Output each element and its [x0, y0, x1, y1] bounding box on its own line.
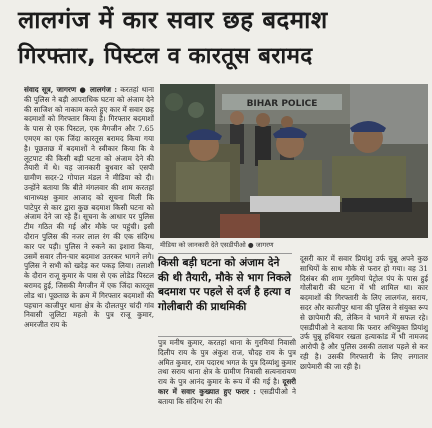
dateline: संवाद सूत्र, जागरण ● लालगंज : [24, 85, 118, 94]
photo-caption: मीडिया को जानकारी देते एसडीपीओ ● जागरण [160, 241, 274, 249]
article-column-1 [24, 85, 154, 428]
headline [18, 2, 418, 74]
news-photo [160, 84, 428, 238]
column-1-text: करतहां थाना की पुलिस ने बड़ी आपराधिक घटना को अंजाम देने की साजिश को नाकाम करते हुए कार में सवार छह बदमाशों को गिरफ्तार किया है। गिरफ्तार बदमाशों के पास से एक पिस्टल, एक मैगजीन और 7.65 एमएम का एक जिंदा कारतूस बरामद किया गया है। पूछताछ में बदमाशों ने स्वीकार किया कि वे लूटपाट की किसी बड़ी घटना को अंजाम देने की तैयारी में थे। यह जानकारी बुधवार को एसपी ग्रामीण सदर-2 गोपाल मंडल ने मीडिया को दी। उन्होंने बताया कि बीते मंगलवार की शाम करतहां थानाध्यक्ष कुमार आजाद को सूचना मिली कि पाटेपुर से कार द्वारा कुछ बदमाश किसी घटना को अंजाम देने जा रहे हैं। सूचना के आधार पर पुलिस टीम गठित की गई और मौके पर पहुंची। इसी दौरान पुलिस की नजर लाल रंग की एक संदिग्ध कार पर पड़ी। पुलिस ने रुकने का इशारा किया, उसमें सवार तीन-चार बदमाश उतरकर भागने लगे। पुलिस ने सभी को खदेड़ कर पकड़ लिया। तलाशी के दौरान राजू कुमार के पास से एक लोडेड पिस्टल बरामद हुई, जिसकी मैगजीन में एक जिंदा कारतूस लोड था। पूछताछ के क्रम में गिरफ्तार बदमाशों की पहचान काजीपुर थाना क्षेत्र के दौलतपुर चांदी गांव निवासी जुलिटा महतो के पुत्र राजू कुमार, अमरजीत राय के [24, 85, 154, 330]
column-2-subhead: दूसरी कार में सवार कुख्यात हुए फरार : [158, 377, 296, 396]
banner-text: BIHAR POLICE [246, 99, 318, 109]
press-conference-image [160, 84, 428, 238]
headline-line-2: गिरफ्तार, पिस्टल व कारतूस बरामद [18, 43, 313, 69]
column-3-text: दूसरी कार में सवार प्रियांशु उर्फ चुन्नू अपने कुछ साथियों के साथ मौके से फरार हो गया। वह 31 दिसंबर की शाम गुरमियां पेट्रोल पंप के पास हुई गोलीबारी की घटना में भी शामिल था। कार बदमाशों की गिरफ्तारी के लिए लालगंज, सराय, सदर और काजीपुर थाना की पुलिस ने संयुक्त रूप से छापेमारी की, लेकिन वे भागने में सफल रहे। एसडीपीओ ने बताया कि फरार अभियुक्त प्रियांशु उर्फ चुन्नू हथियार रखता हत्याकांड में भी नामजद आरोपी है और पुलिस उसकी तलाश पहले से कर रही है। उसकी गिरफ्तारी के लिए लगातार छापेमारी की जा रही है। [300, 254, 428, 371]
column-2-text: पुत्र मनीष कुमार, करतहां थाना के गुरमियां निवासी दिलीप राय के पुत्र अंकुश राज, चौदह राय के पुत्र अमित कुमार, राम पदारथ भगत के पुत्र दिव्यांशु कुमार तथा सराय थाना क्षेत्र के ग्रामीण निवासी सत्यनारायण राय के पुत्र आनंद कुमार के रूप में की गई है। [158, 338, 296, 387]
pull-quote: किसी बड़ी घटना को अंजाम देने की थी तैयारी, मौके से भाग निकले बदमाश पर पहले से दर्ज है हत्या व गोलीबारी की प्राथमिकी [158, 253, 292, 337]
headline-line-1: लालगंज में कार सवार छह बदमाश [18, 6, 328, 34]
column-2-tail: एसडीपीओ ने बताया कि संदिग्ध रंग की [158, 386, 296, 406]
article-column-2 [158, 338, 296, 428]
article-column-3 [300, 254, 428, 428]
